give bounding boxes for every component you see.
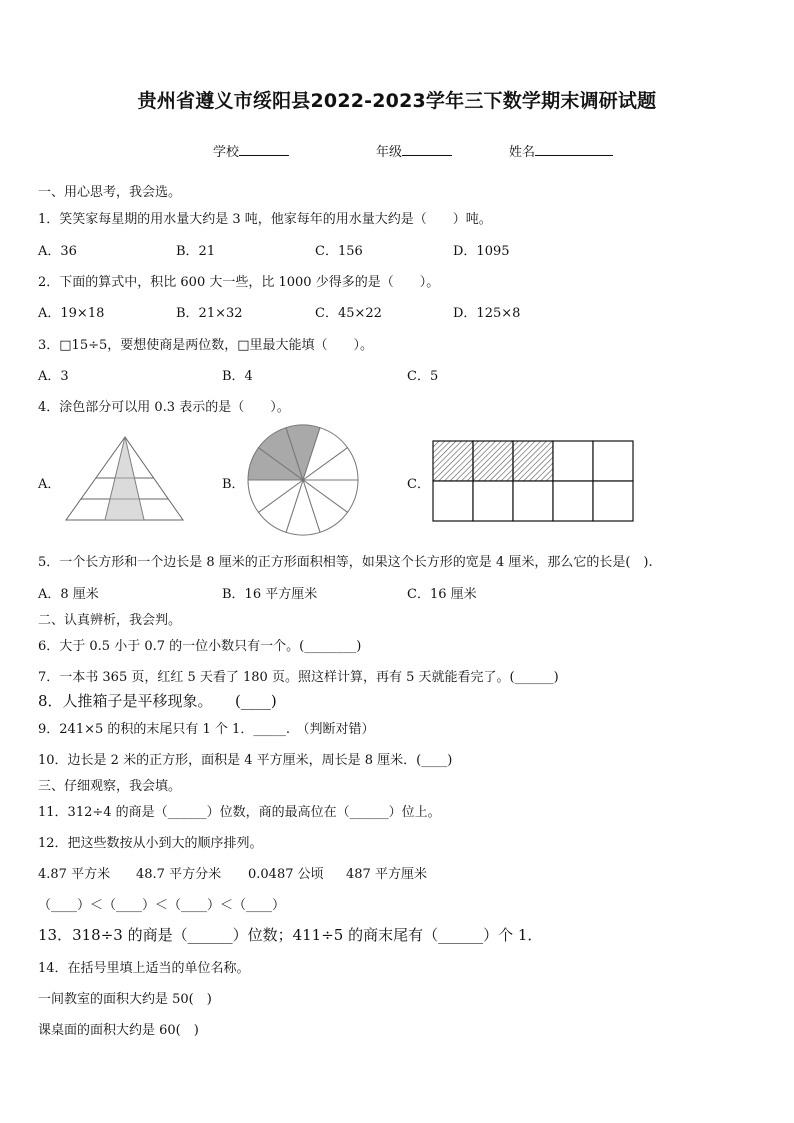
grid-cell — [593, 441, 633, 481]
question-9: 9．241×5 的积的末尾只有 1 个 1．_____. （判断对错） — [38, 722, 375, 737]
q2-option-a: A．19×18 — [38, 306, 105, 321]
q5-option-a: A．8 厘米 — [38, 587, 99, 602]
triangle-figure — [66, 437, 184, 521]
name-field — [509, 141, 613, 160]
q12-order-line: （____）＜（____）＜（____）＜（____） — [38, 898, 286, 913]
question-4: 4．涂色部分可以用 0.3 表示的是（ ）。 — [38, 400, 290, 415]
q14-line-2: 课桌面的面积大约是 60( ) — [38, 1023, 199, 1038]
question-8: 8．人推箱子是平移现象。 (____) — [38, 692, 277, 710]
question-11: 11．312÷4 的商是（______）位数，商的最高位在（______）位上。 — [38, 805, 441, 820]
question-6: 6．大于 0.5 小于 0.7 的一位小数只有一个。(________) — [38, 639, 362, 654]
q4-option-c-label: C． — [407, 477, 430, 492]
q5-option-b: B．16 平方厘米 — [222, 587, 318, 602]
q1-option-a: A．36 — [38, 244, 77, 259]
question-10: 10．边长是 2 米的正方形，面积是 4 平方厘米，周长是 8 厘米．(____) — [38, 753, 453, 768]
grid-cell — [553, 481, 593, 521]
grid-cell — [473, 481, 513, 521]
grade-field — [376, 141, 452, 160]
grid-cell-shaded — [473, 441, 513, 481]
grid-cell-shaded — [513, 441, 553, 481]
section-3-heading: 三、仔细观察，我会填。 — [38, 779, 182, 794]
q2-option-c: C．45×22 — [315, 306, 382, 321]
q2-option-d: D．125×8 — [453, 306, 521, 321]
q5-option-c: C．16 厘米 — [407, 587, 477, 602]
school-blank — [239, 142, 289, 156]
q4-option-a-label: A． — [38, 477, 61, 492]
question-2: 2．下面的算式中，积比 600 大一些，比 1000 少得多的是（ ）。 — [38, 275, 440, 290]
question-5: 5．一个长方形和一个边长是 8 厘米的正方形面积相等，如果这个长方形的宽是 4 厘米，那么它的长是( ). — [38, 555, 653, 570]
grid-cell — [553, 441, 593, 481]
question-12: 12．把这些数按从小到大的顺序排列。 — [38, 836, 263, 851]
q12-item-2: 48.7 平方分米 — [136, 867, 222, 882]
q4-option-b-label: B． — [222, 477, 245, 492]
section-1-heading: 一、用心思考，我会选。 — [38, 185, 182, 200]
grade-label: 年级 — [376, 145, 403, 160]
q1-option-b: B．21 — [176, 244, 216, 259]
q1-option-d: D．1095 — [453, 244, 510, 259]
q12-item-1: 4.87 平方米 — [38, 867, 111, 882]
name-blank — [535, 142, 613, 156]
grid-cell — [433, 481, 473, 521]
q1-option-c: C．156 — [315, 244, 363, 259]
question-14: 14．在括号里填上适当的单位名称。 — [38, 961, 250, 976]
q14-line-1: 一间教室的面积大约是 50( ) — [38, 992, 212, 1007]
q12-item-4: 487 平方厘米 — [346, 867, 427, 882]
name-label: 姓名 — [509, 145, 536, 160]
grid-cell — [513, 481, 553, 521]
q12-item-3: 0.0487 公顷 — [248, 867, 324, 882]
grid-cell — [593, 481, 633, 521]
question-1: 1．笑笑家每星期的用水量大约是 3 吨，他家每年的用水量大约是（ ）吨。 — [38, 212, 492, 227]
page-title: 贵州省遵义市绥阳县2022-2023学年三下数学期末调研试题 — [137, 90, 657, 112]
grid-figure — [433, 441, 633, 521]
question-13: 13．318÷3 的商是（______）位数；411÷5 的商末尾有（______）个 1． — [38, 926, 543, 944]
q3-option-a: A．3 — [38, 369, 69, 384]
q3-option-b: B．4 — [222, 369, 253, 384]
circle-figure — [247, 424, 359, 536]
section-2-heading: 二、认真辨析，我会判。 — [38, 613, 182, 628]
q3-option-c: C．5 — [407, 369, 439, 384]
school-label: 学校 — [213, 145, 240, 160]
grid-cell-shaded — [433, 441, 473, 481]
school-field — [213, 141, 289, 160]
question-7: 7．一本书 365 页，红红 5 天看了 180 页。照这样计算，再有 5 天就能看完了。(______) — [38, 670, 559, 685]
q2-option-b: B．21×32 — [176, 306, 243, 321]
grade-blank — [402, 142, 452, 156]
question-3: 3．□15÷5，要想使商是两位数，□里最大能填（ ）。 — [38, 338, 374, 353]
